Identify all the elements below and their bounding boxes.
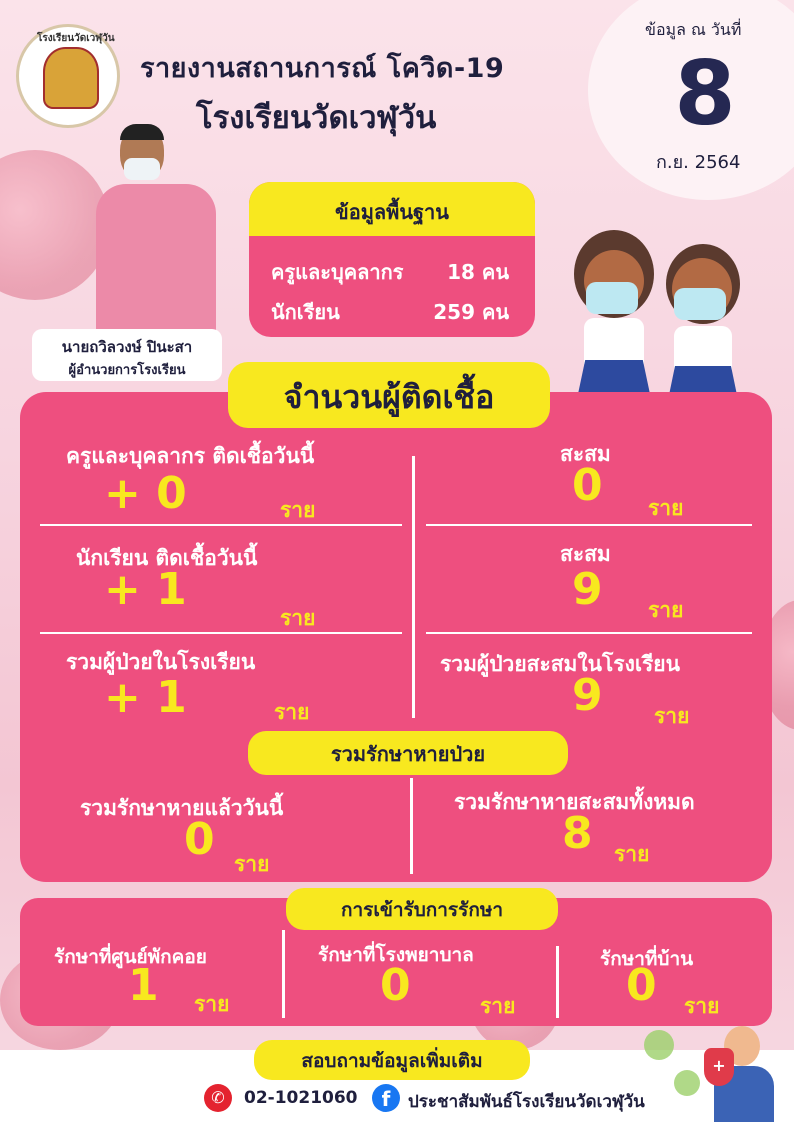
base-info-value-staff: 18 คน xyxy=(447,260,509,284)
column-divider xyxy=(412,456,415,718)
infection-title: จำนวนผู้ติดเชื้อ xyxy=(228,362,550,428)
report-title: รายงานสถานการณ์ โควิด-19 xyxy=(140,53,505,84)
column-divider xyxy=(556,946,559,1018)
doctor-illustration: + xyxy=(704,1010,794,1122)
infection-unit: ราย xyxy=(648,496,684,520)
infection-unit: ราย xyxy=(648,598,684,622)
treatment-home-value: 0 xyxy=(626,960,657,1011)
footer-title: สอบถามข้อมูลเพิ่มเติม xyxy=(254,1040,530,1080)
infection-students-today-label: นักเรียน ติดเชื้อวันนี้ xyxy=(76,546,258,570)
treatment-unit: ราย xyxy=(480,994,516,1018)
base-info-title: ข้อมูลพื้นฐาน xyxy=(249,182,535,236)
infection-school-total-value: + 1 xyxy=(104,672,187,723)
school-logo xyxy=(16,24,120,128)
infection-staff-today-label: ครูและบุคลากร ติดเชื้อวันนี้ xyxy=(66,444,315,468)
treatment-hospital-label: รักษาที่โรงพยาบาล xyxy=(318,944,474,966)
column-divider xyxy=(282,930,285,1018)
treatment-unit: ราย xyxy=(684,994,720,1018)
phone-icon: ✆ xyxy=(204,1084,232,1112)
base-info-card xyxy=(249,182,535,337)
director-name-card xyxy=(32,329,222,381)
treatment-quarantine-value: 1 xyxy=(128,960,159,1011)
divider xyxy=(40,632,402,634)
infection-unit: ราย xyxy=(274,700,310,724)
date-day: 8 xyxy=(674,42,736,145)
infection-staff-cumulative-value: 0 xyxy=(572,460,603,511)
logo-text: โรงเรียนวัดเวฬุวัน xyxy=(37,33,115,44)
infection-students-cumulative-label: สะสม xyxy=(560,542,611,566)
recovery-total-value: 8 xyxy=(562,808,593,859)
divider xyxy=(40,524,402,526)
recovery-unit: ราย xyxy=(234,852,270,876)
infection-students-cumulative-value: 9 xyxy=(572,564,603,615)
divider xyxy=(426,524,752,526)
school-name: โรงเรียนวัดเวฬุวัน xyxy=(196,100,437,136)
infection-school-cumulative-value: 9 xyxy=(572,670,603,721)
infection-students-today-value: + 1 xyxy=(104,564,187,615)
director-name: นายถวิลวงษ์ ปินะสา xyxy=(61,338,193,356)
base-info-label-staff: ครูและบุคลากร xyxy=(271,260,404,284)
treatment-unit: ราย xyxy=(194,992,230,1016)
date-month-year: ก.ย. 2564 xyxy=(656,152,741,173)
column-divider xyxy=(410,778,413,874)
treatment-title: การเข้ารับการรักษา xyxy=(286,888,558,930)
infection-staff-cumulative-label: สะสม xyxy=(560,442,611,466)
recovery-unit: ราย xyxy=(614,842,650,866)
infection-school-cumulative-label: รวมผู้ป่วยสะสมในโรงเรียน xyxy=(440,652,680,676)
date-label: ข้อมูล ณ วันที่ xyxy=(645,20,742,39)
treatment-quarantine-label: รักษาที่ศูนย์พักคอย xyxy=(54,946,207,968)
contact-facebook[interactable]: ประชาสัมพันธ์โรงเรียนวัดเวฬุวัน xyxy=(408,1092,645,1112)
infection-school-total-label: รวมผู้ป่วยในโรงเรียน xyxy=(66,650,256,674)
recovery-total-label: รวมรักษาหายสะสมทั้งหมด xyxy=(454,790,695,814)
recovery-today-label: รวมรักษาหายแล้ววันนี้ xyxy=(80,796,284,820)
infection-unit: ราย xyxy=(280,606,316,630)
facebook-icon: f xyxy=(372,1084,400,1112)
infection-unit: ราย xyxy=(654,704,690,728)
divider xyxy=(426,632,752,634)
infection-unit: ราย xyxy=(280,498,316,522)
treatment-hospital-value: 0 xyxy=(380,960,411,1011)
base-info-value-students: 259 คน xyxy=(433,300,509,324)
recovery-today-value: 0 xyxy=(184,814,215,865)
virus-decoration-1 xyxy=(0,150,110,300)
director-photo xyxy=(96,126,216,340)
infection-staff-today-value: + 0 xyxy=(104,468,187,519)
treatment-home-label: รักษาที่บ้าน xyxy=(600,948,694,970)
contact-phone[interactable]: 02-1021060 xyxy=(244,1088,358,1108)
logo-emblem xyxy=(43,47,99,109)
base-info-label-students: นักเรียน xyxy=(271,300,340,324)
director-position: ผู้อำนวยการโรงเรียน xyxy=(68,363,186,378)
recovery-title: รวมรักษาหายป่วย xyxy=(248,731,568,775)
